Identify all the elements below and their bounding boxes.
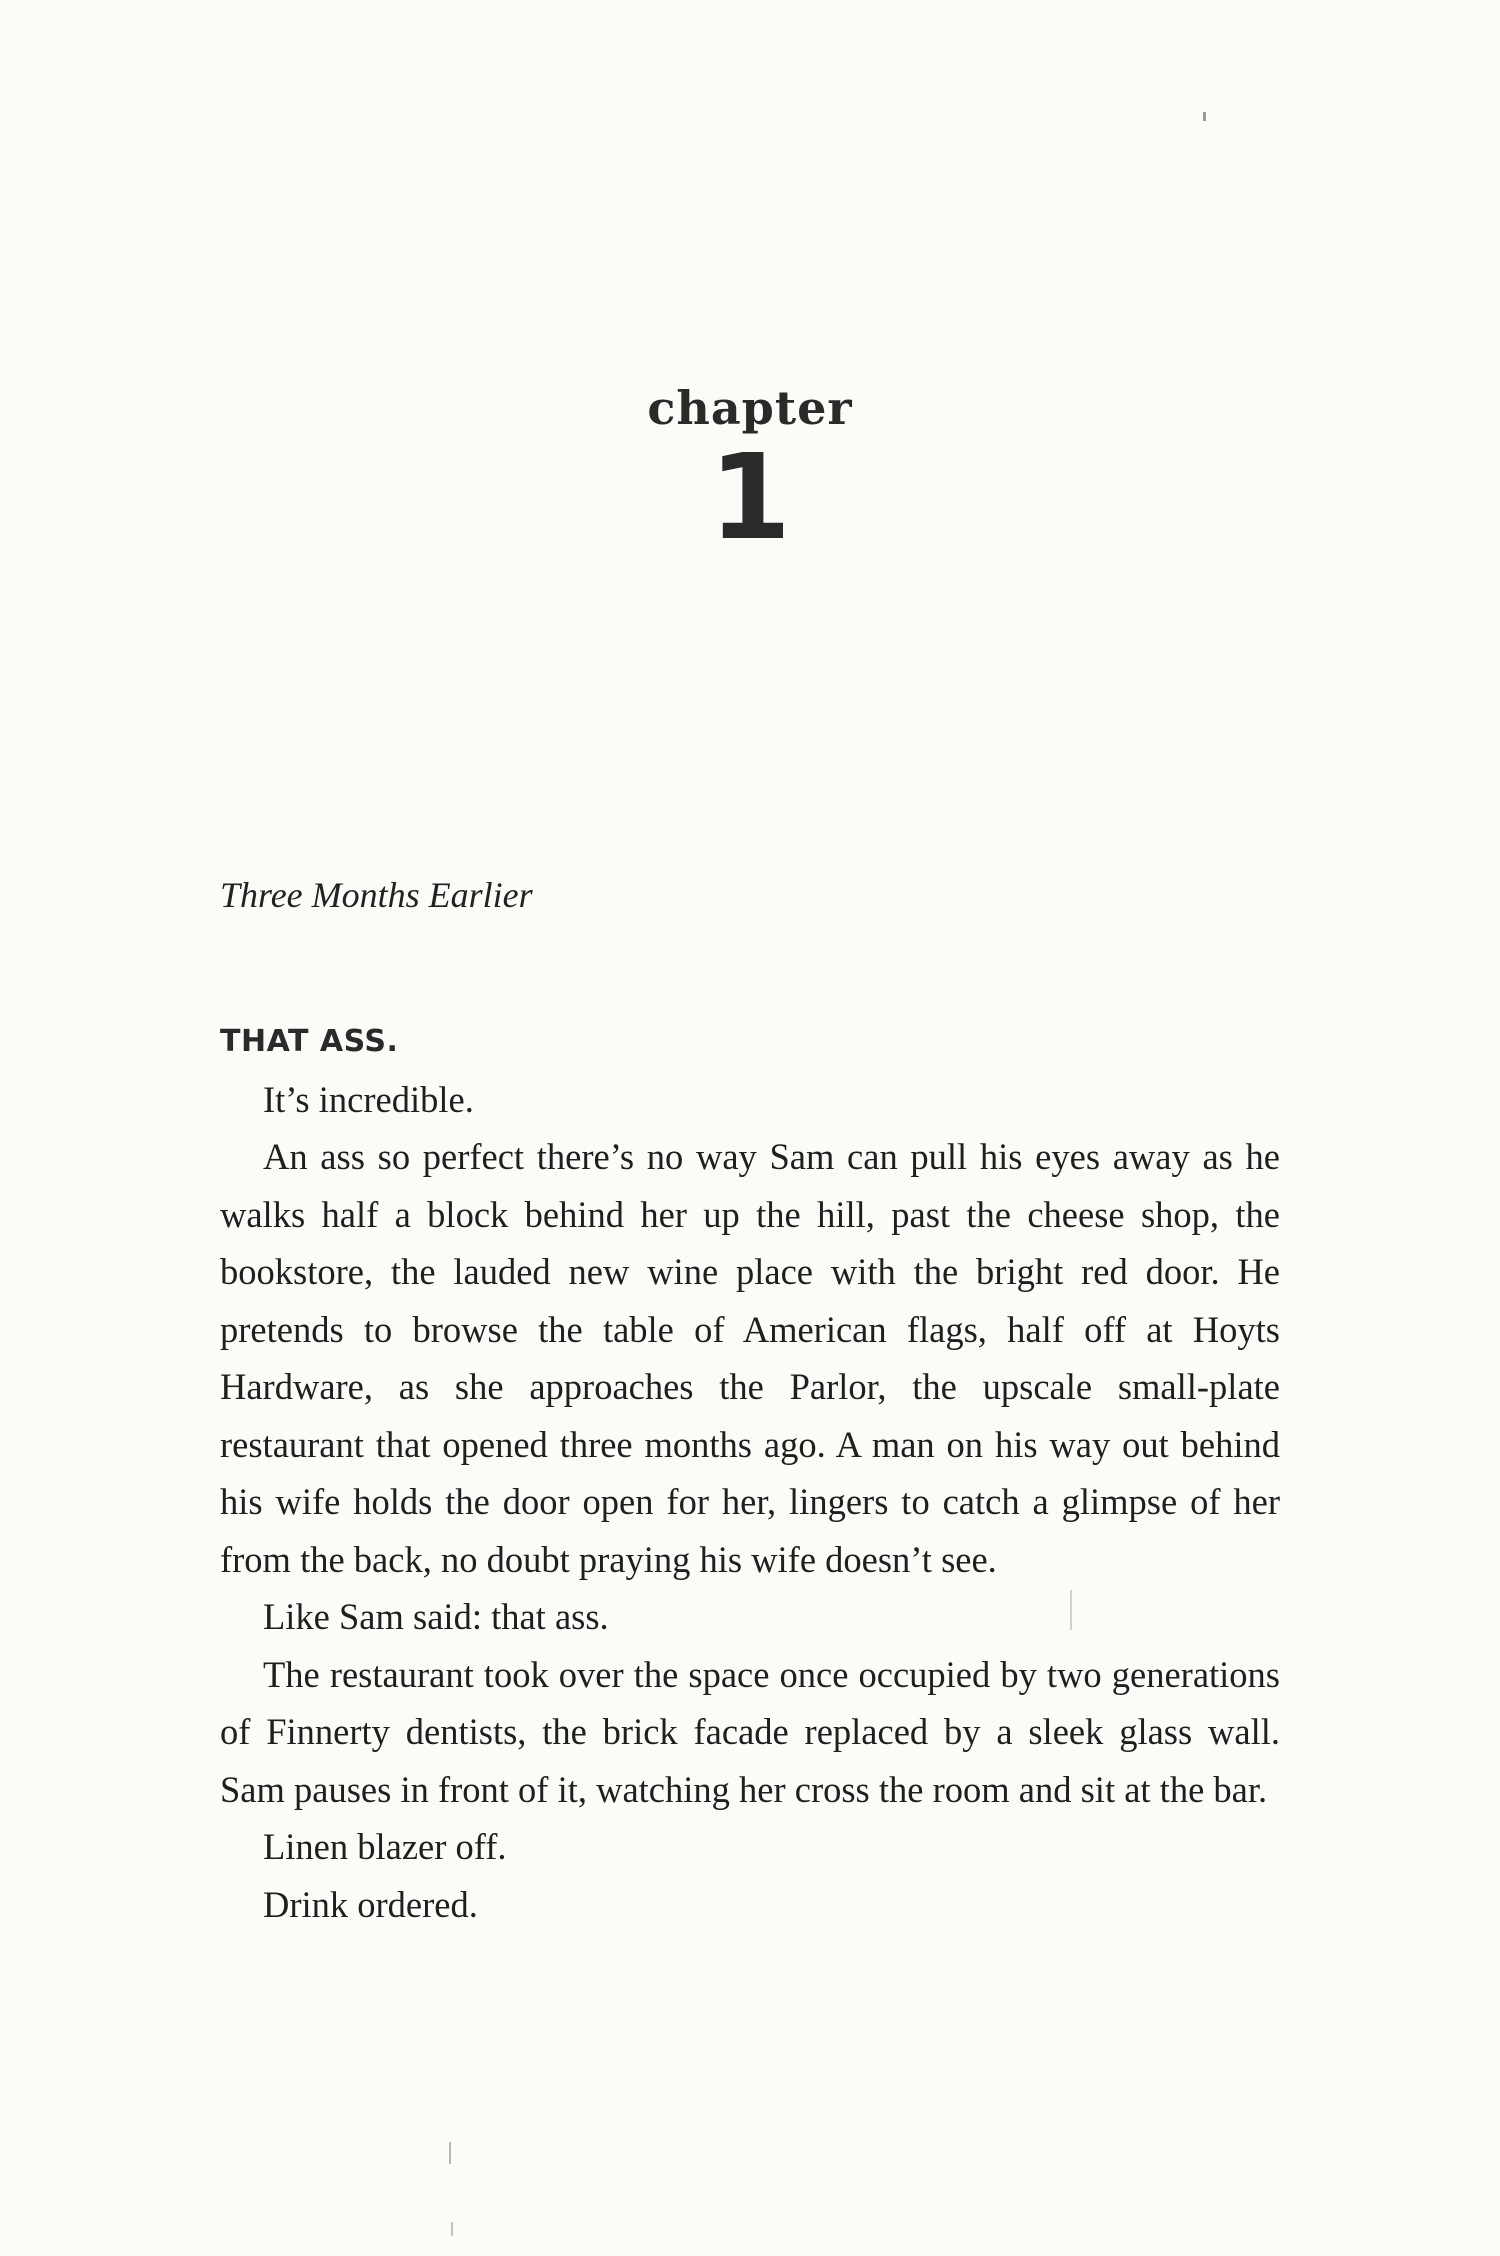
chapter-heading xyxy=(0,378,1500,566)
paragraph: Drink ordered. xyxy=(263,1883,478,1925)
paragraph: It’s incredible. xyxy=(263,1078,474,1120)
opening-line xyxy=(220,1010,1280,1071)
paragraph: Like Sam said: that ass. xyxy=(263,1596,609,1637)
epigraph: Three Months Earlier xyxy=(220,875,533,915)
chapter-number: 1 xyxy=(708,428,792,566)
scan-speck xyxy=(1070,1590,1072,1630)
paragraph: The restaurant took over the space once occupied by two generations of Finnerty dentists, the brick facade replaced by a sleek glass wall. Sam pauses in front of it, watching her cross the room and sit at the bar. xyxy=(220,1653,1280,1810)
paragraph: An ass so perfect there’s no way Sam can pull his eyes away as he walks half a block behind her up the hill, past the cheese shop, the bookstore, the lauded new wine place with the bright red door. He pretends to browse the table of American flags, half off at Hoyts Hardware, as she approaches the Parlor, the upscale small-plate restaurant that opened three months ago. A man on his way out behind his wife holds the door open for her, lingers to catch a glimpse of her from the back, no doubt praying his wife doesn’t see. xyxy=(220,1136,1280,1580)
scan-speck xyxy=(1203,112,1206,121)
chapter-label: chapter xyxy=(647,381,853,435)
lead-in: THAT ASS. xyxy=(220,1024,399,1059)
paragraph: Linen blazer off. xyxy=(263,1826,507,1867)
scan-speck xyxy=(451,2222,453,2236)
scan-speck xyxy=(449,2142,451,2164)
chapter-body xyxy=(220,1010,1280,1933)
